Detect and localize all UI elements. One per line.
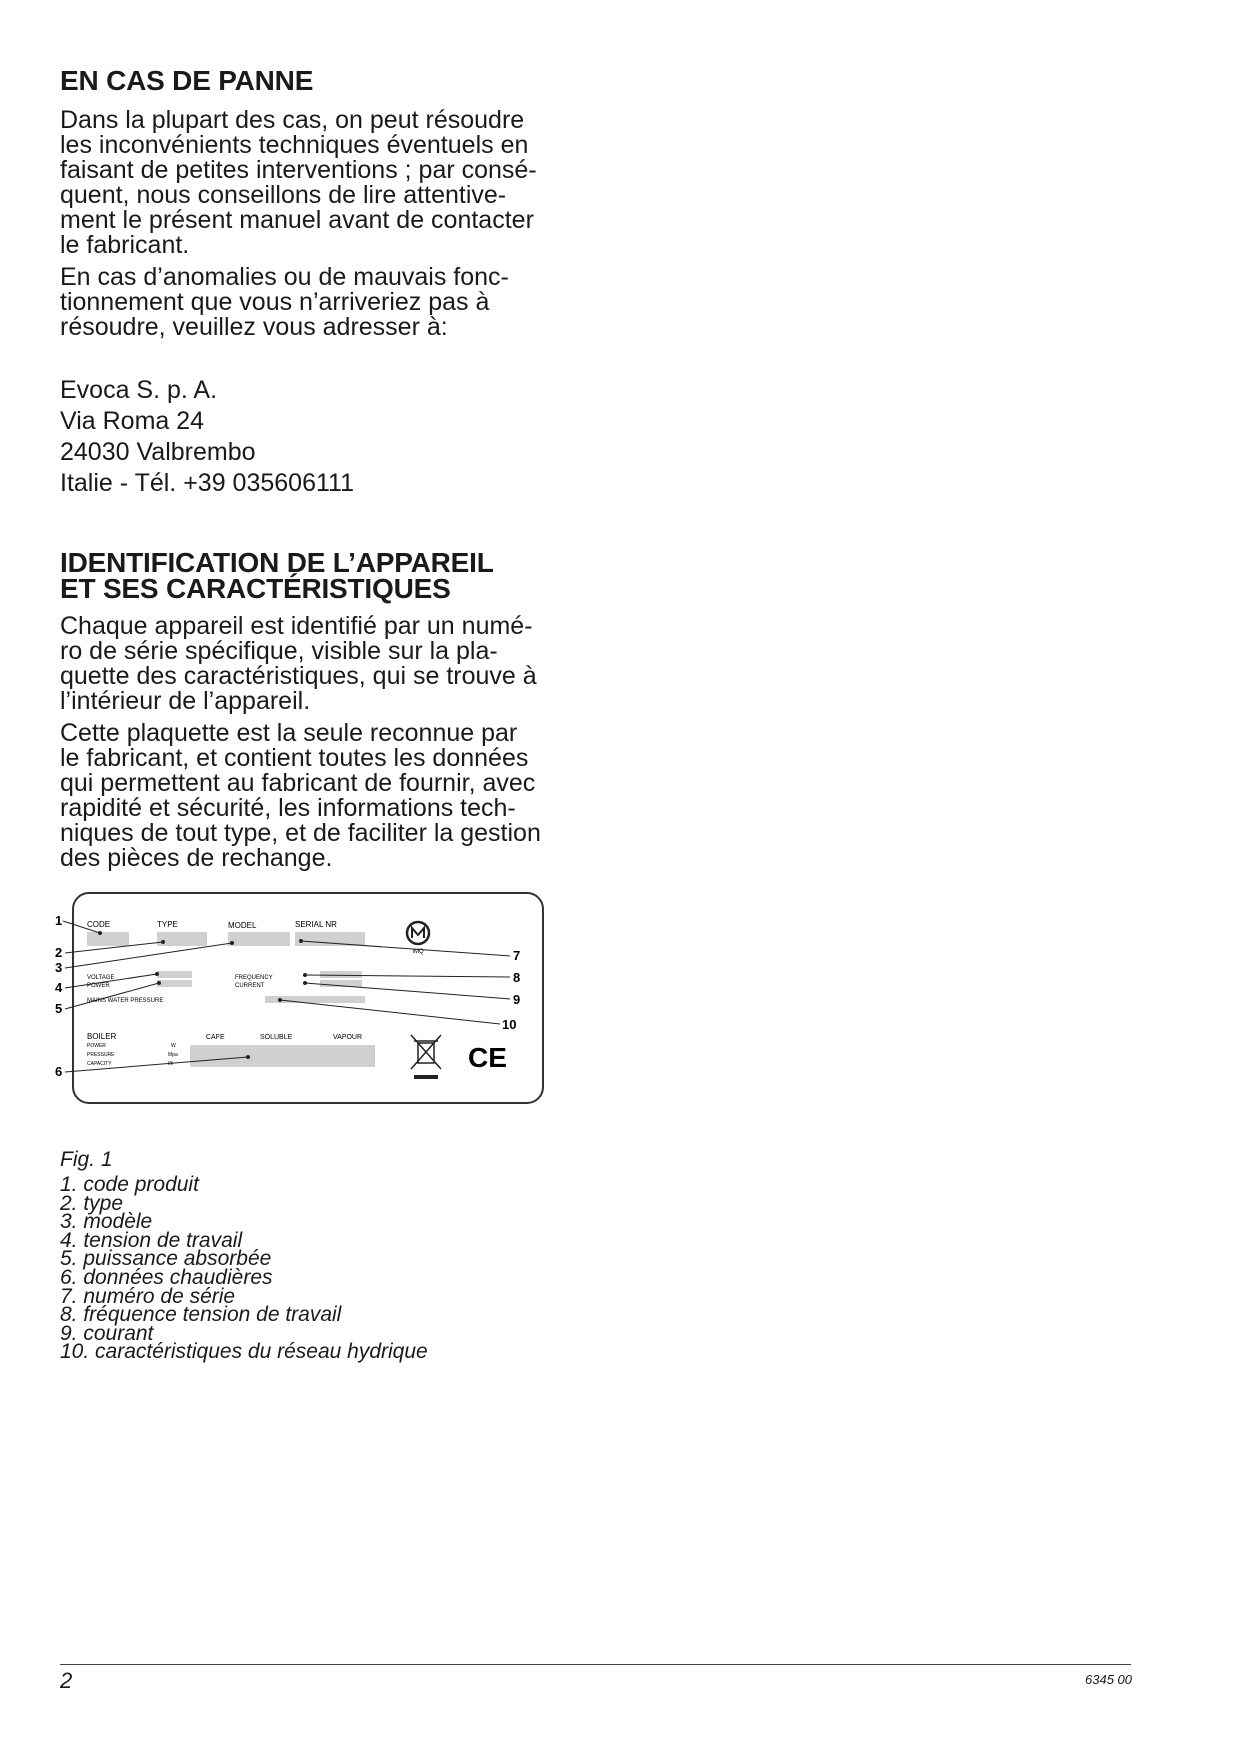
text-line: des pièces de rechange.	[60, 844, 333, 872]
footer-divider	[60, 1664, 1131, 1665]
rating-plate-figure	[55, 885, 595, 1105]
ce-mark-icon: CE	[468, 1042, 507, 1073]
unit-l: l/h	[168, 1061, 174, 1067]
address-phone: Italie - Tél. +39 035606111	[60, 469, 354, 497]
legend-item: 3. modèle	[60, 1210, 153, 1234]
text-line: quent, nous conseillons de lire attentive-	[60, 181, 507, 209]
callout-7: 7	[513, 948, 521, 963]
text-line: le fabricant, et contient toutes les données	[60, 744, 529, 772]
imq-label: IMQ	[412, 949, 424, 955]
plate-label-type: TYPE	[157, 920, 178, 929]
address-street: Via Roma 24	[60, 407, 205, 435]
text-line: tionnement que vous n’arriveriez pas à	[60, 288, 490, 316]
unit-w: W	[171, 1043, 176, 1049]
legend-item: 2. type	[60, 1191, 124, 1215]
field-model	[228, 932, 290, 946]
plate-label-power: POWER	[87, 983, 110, 989]
plate-label-voltage: VOLTAGE	[87, 975, 115, 981]
legend-item: 7. numéro de série	[60, 1284, 236, 1308]
legend-item: 9. courant	[60, 1321, 154, 1345]
field-type	[157, 932, 207, 946]
paragraph-identification-serial	[60, 614, 600, 714]
figure-legend	[60, 1173, 428, 1364]
plate-label-current: CURRENT	[235, 983, 265, 989]
plate-label-serial: SERIAL NR	[295, 920, 337, 929]
legend-item: 4. tension de travail	[60, 1228, 243, 1252]
plate-label-boiler: BOILER	[87, 1032, 117, 1041]
plate-label-mains-water: MAINS WATER PRESSURE	[87, 998, 164, 1004]
text-line: qui permettent au fabricant de fournir, avec	[60, 769, 536, 797]
text-line: niques de tout type, et de faciliter la gestion	[60, 819, 541, 847]
text-line: quette des caractéristiques, qui se trouve à	[60, 662, 537, 690]
paragraph-panne-contact	[60, 265, 600, 340]
callout-2: 2	[55, 945, 63, 960]
callout-9: 9	[513, 992, 521, 1007]
callout-10: 10	[502, 1017, 517, 1032]
callout-3: 3	[55, 960, 63, 975]
section-title-identification	[60, 547, 600, 604]
field-voltage	[157, 971, 192, 978]
figure-caption: Fig. 1	[60, 1148, 113, 1171]
callout-8: 8	[513, 970, 521, 985]
text-line: Dans la plupart des cas, on peut résoudre	[60, 106, 525, 134]
plate-label-boiler-power: POWER	[87, 1043, 106, 1049]
text-line: faisant de petites interventions ; par consé-	[60, 156, 537, 184]
address-city: 24030 Valbrembo	[60, 438, 256, 466]
text-line: Chaque appareil est identifié par un numé-	[60, 612, 533, 640]
legend-item: 8. fréquence tension de travail	[60, 1303, 342, 1327]
imq-mark-icon	[407, 922, 429, 944]
text-line: ment le présent manuel avant de contacter	[60, 206, 534, 234]
text-line: Cette plaquette est la seule reconnue par	[60, 719, 518, 747]
legend-item: 10. caractéristiques du réseau hydrique	[60, 1340, 428, 1364]
callout-5: 5	[55, 1001, 63, 1016]
document-code: 6345 00	[1085, 1672, 1132, 1687]
plate-label-boiler-pressure: PRESSURE	[87, 1052, 115, 1058]
text-line: résoudre, veuillez vous adresser à:	[60, 313, 448, 341]
plate-label-frequency: FREQUENCY	[235, 975, 273, 981]
address-company: Evoca S. p. A.	[60, 376, 218, 404]
title-line: ET SES CARACTÉRISTIQUES	[60, 573, 451, 604]
field-code	[87, 932, 129, 946]
field-serial	[295, 932, 365, 946]
imq-mark-glyph	[412, 928, 424, 938]
field-frequency	[320, 971, 362, 978]
text-line: En cas d’anomalies ou de mauvais fonc-	[60, 263, 509, 291]
plate-label-code: CODE	[87, 920, 111, 929]
text-line: rapidité et sécurité, les informations tech-	[60, 794, 516, 822]
text-line: ro de série spécifique, visible sur la pla-	[60, 637, 498, 665]
callout-6: 6	[55, 1064, 63, 1079]
rating-plate-diagram	[55, 885, 595, 1105]
callout-1: 1	[55, 913, 63, 928]
field-power	[157, 980, 192, 987]
legend-item: 6. données chaudières	[60, 1265, 273, 1289]
text-line: les inconvénients techniques éventuels en	[60, 131, 529, 159]
weee-bin-icon	[411, 1035, 441, 1079]
text-line: l’intérieur de l’appareil.	[60, 687, 311, 715]
text-line: le fabricant.	[60, 231, 190, 259]
field-boiler-data	[190, 1045, 375, 1067]
paragraph-identification-plate	[60, 721, 600, 871]
section-title-en-cas-de-panne: EN CAS DE PANNE	[60, 65, 314, 96]
plate-label-soluble: SOLUBLE	[260, 1034, 293, 1041]
page-number: 2	[60, 1668, 73, 1693]
unit-mpa: Mpa	[168, 1052, 178, 1058]
title-line: IDENTIFICATION DE L’APPAREIL	[60, 547, 494, 578]
paragraph-panne-intro	[60, 108, 600, 258]
legend-item: 1. code produit	[60, 1173, 199, 1196]
callout-4: 4	[55, 980, 63, 995]
plate-label-vapour: VAPOUR	[333, 1034, 363, 1041]
plate-label-model: MODEL	[228, 921, 257, 930]
manufacturer-address	[60, 375, 600, 499]
legend-item: 5. puissance absorbée	[60, 1247, 272, 1271]
plate-label-boiler-capacity: CAPACITY	[87, 1061, 112, 1067]
plate-label-cafe: CAFE	[206, 1034, 225, 1041]
